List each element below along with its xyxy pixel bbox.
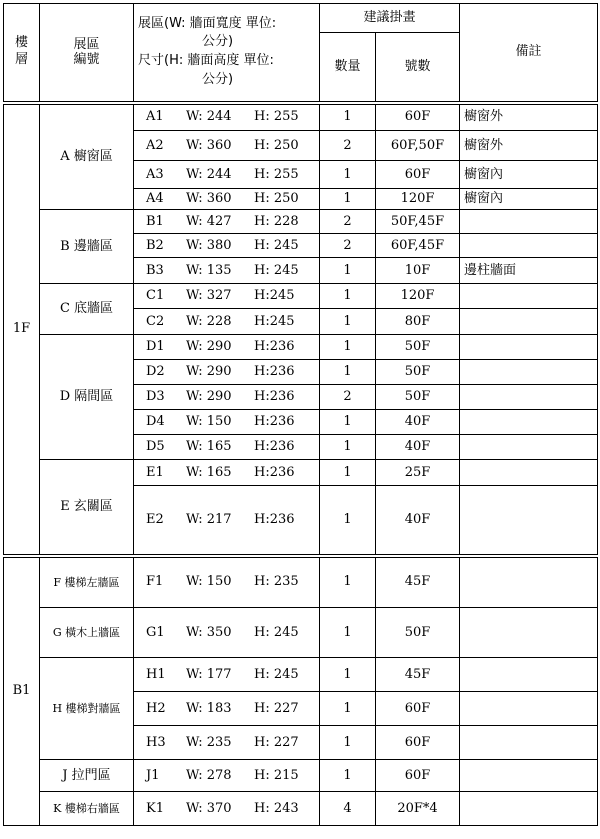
qty-cell: 1 [320, 556, 376, 608]
dims-cell: E1 W: 165 H:236 [134, 460, 320, 486]
floor-cell: B1 [4, 556, 40, 826]
zone-cell: D 隔間區 [40, 335, 134, 460]
table-row [4, 760, 598, 792]
dims-cell: A2 W: 360 H: 250 [134, 131, 320, 161]
qty-cell: 1 [320, 335, 376, 360]
dims-cell: H2 W: 183 H: 227 [134, 692, 320, 726]
dims-cell: D4 W: 150 H:236 [134, 410, 320, 435]
qty-cell: 1 [320, 284, 376, 309]
dims-cell: C1 W: 327 H:245 [134, 284, 320, 309]
remark-cell [460, 360, 598, 385]
remark-cell [460, 608, 598, 658]
table-row [4, 284, 598, 309]
size-cell: 50F [376, 360, 460, 385]
size-cell: 80F [376, 309, 460, 335]
remark-cell [460, 658, 598, 692]
size-cell: 60F,45F [376, 234, 460, 258]
qty-header: 數量 [320, 33, 376, 103]
remark-cell [460, 726, 598, 760]
size-cell: 60F [376, 103, 460, 131]
table-row [4, 210, 598, 234]
qty-cell: 1 [320, 161, 376, 189]
size-cell: 45F [376, 658, 460, 692]
qty-cell: 2 [320, 131, 376, 161]
dims-cell: F1 W: 150 H: 235 [134, 556, 320, 608]
remark-cell [460, 486, 598, 556]
dims-cell: H3 W: 235 H: 227 [134, 726, 320, 760]
size-cell: 60F [376, 760, 460, 792]
zone-cell: F 樓梯左牆區 [40, 556, 134, 608]
qty-cell: 2 [320, 385, 376, 410]
table-row [4, 608, 598, 658]
zone-cell: E 玄關區 [40, 460, 134, 556]
dims-cell: C2 W: 228 H:245 [134, 309, 320, 335]
qty-cell: 1 [320, 692, 376, 726]
remark-cell [460, 309, 598, 335]
dims-cell: D5 W: 165 H:236 [134, 435, 320, 460]
size-cell: 40F [376, 486, 460, 556]
table-row [4, 556, 598, 608]
size-cell: 60F [376, 161, 460, 189]
zone-header: 展區 編號 [40, 4, 134, 103]
size-cell: 50F [376, 335, 460, 360]
exhibition-table [3, 3, 598, 826]
size-cell: 40F [376, 410, 460, 435]
size-cell: 10F [376, 258, 460, 284]
remark-cell [460, 410, 598, 435]
zone-cell: H 樓梯對牆區 [40, 658, 134, 760]
remark-cell [460, 385, 598, 410]
dims-cell: E2 W: 217 H:236 [134, 486, 320, 556]
zone-cell: K 樓梯右牆區 [40, 792, 134, 826]
qty-cell: 2 [320, 210, 376, 234]
qty-cell: 1 [320, 258, 376, 284]
zone-cell: C 底牆區 [40, 284, 134, 335]
size-header: 號數 [376, 33, 460, 103]
remark-header: 備註 [460, 4, 598, 103]
remark-cell: 櫥窗外 [460, 131, 598, 161]
remark-cell: 櫥窗內 [460, 161, 598, 189]
header-row-1 [4, 4, 598, 33]
qty-cell: 1 [320, 410, 376, 435]
remark-cell [460, 692, 598, 726]
qty-cell: 1 [320, 658, 376, 692]
remark-cell: 櫥窗外 [460, 103, 598, 131]
size-cell: 45F [376, 556, 460, 608]
qty-cell: 1 [320, 760, 376, 792]
remark-cell [460, 460, 598, 486]
dims-header: 展區(W: 牆面寬度 單位: 公分) 尺寸(H: 牆面高度 單位: 公分) [134, 4, 320, 103]
size-cell: 50F [376, 385, 460, 410]
size-cell: 50F,45F [376, 210, 460, 234]
dims-cell: A4 W: 360 H: 250 [134, 189, 320, 210]
remark-cell [460, 210, 598, 234]
qty-cell: 1 [320, 103, 376, 131]
table-row [4, 335, 598, 360]
exhibition-table-page [3, 3, 597, 839]
floor-cell: 1F [4, 103, 40, 556]
remark-cell [460, 556, 598, 608]
dims-cell: H1 W: 177 H: 245 [134, 658, 320, 692]
table-row [4, 460, 598, 486]
remark-cell [460, 335, 598, 360]
zone-cell: A 櫥窗區 [40, 103, 134, 210]
qty-cell: 1 [320, 726, 376, 760]
qty-cell: 2 [320, 234, 376, 258]
dims-cell: G1 W: 350 H: 245 [134, 608, 320, 658]
remark-cell [460, 760, 598, 792]
size-cell: 60F [376, 726, 460, 760]
size-cell: 120F [376, 284, 460, 309]
size-cell: 60F,50F [376, 131, 460, 161]
table-row [4, 658, 598, 692]
size-cell: 60F [376, 692, 460, 726]
qty-cell: 1 [320, 189, 376, 210]
size-cell: 20F*4 [376, 792, 460, 826]
qty-cell: 1 [320, 460, 376, 486]
dims-cell: J1 W: 278 H: 215 [134, 760, 320, 792]
dims-cell: D2 W: 290 H:236 [134, 360, 320, 385]
qty-cell: 1 [320, 360, 376, 385]
dims-cell: B2 W: 380 H: 245 [134, 234, 320, 258]
remark-cell: 邊柱牆面 [460, 258, 598, 284]
remark-cell [460, 284, 598, 309]
size-cell: 40F [376, 435, 460, 460]
dims-cell: D1 W: 290 H:236 [134, 335, 320, 360]
dims-cell: K1 W: 370 H: 243 [134, 792, 320, 826]
size-cell: 25F [376, 460, 460, 486]
zone-cell: J 拉門區 [40, 760, 134, 792]
qty-cell: 1 [320, 608, 376, 658]
dims-cell: B3 W: 135 H: 245 [134, 258, 320, 284]
zone-cell: B 邊牆區 [40, 210, 134, 284]
suggest-header: 建議掛畫 [320, 4, 460, 33]
size-cell: 50F [376, 608, 460, 658]
table-row [4, 103, 598, 131]
qty-cell: 1 [320, 309, 376, 335]
floor-header: 樓 層 [4, 4, 40, 103]
dims-cell: A3 W: 244 H: 255 [134, 161, 320, 189]
qty-cell: 4 [320, 792, 376, 826]
dims-cell: A1 W: 244 H: 255 [134, 103, 320, 131]
size-cell: 120F [376, 189, 460, 210]
dims-cell: D3 W: 290 H:236 [134, 385, 320, 410]
qty-cell: 1 [320, 435, 376, 460]
table-row [4, 792, 598, 826]
remark-cell [460, 435, 598, 460]
remark-cell: 櫥窗內 [460, 189, 598, 210]
zone-cell: G 橫木上牆區 [40, 608, 134, 658]
remark-cell [460, 234, 598, 258]
qty-cell: 1 [320, 486, 376, 556]
remark-cell [460, 792, 598, 826]
dims-cell: B1 W: 427 H: 228 [134, 210, 320, 234]
